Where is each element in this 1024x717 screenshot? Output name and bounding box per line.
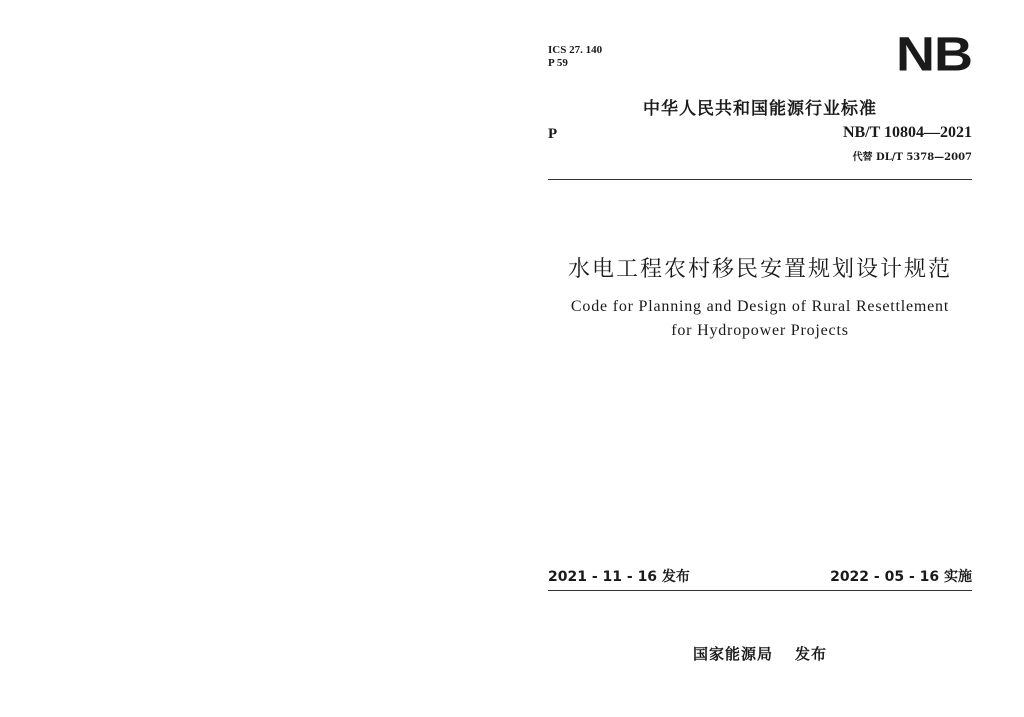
standard-number: NB/T 10804—2021 [842, 124, 972, 141]
publisher [548, 643, 972, 664]
issue-date: 2021 - 11 - 16 发布 [548, 569, 690, 585]
ics-classification [548, 44, 602, 70]
top-divider [548, 179, 972, 180]
title-english-line1: Code for Planning and Design of Rural Resettlement [570, 298, 950, 315]
implementation-date: 2022 - 05 - 16 实施 [830, 569, 972, 585]
title-chinese: 水电工程农村移民安置规划设计规范 [567, 257, 952, 282]
title-english-line2: for Hydropower Projects [671, 322, 849, 339]
standard-cover-page [548, 0, 972, 717]
nb-logo: NB [896, 27, 972, 82]
ccs-code: P 59 [548, 57, 568, 69]
publisher-action: 发布 [795, 645, 828, 663]
category-letter: P [548, 126, 558, 142]
publisher-name: 国家能源局 [692, 645, 773, 663]
standard-org-title: 中华人民共和国能源行业标准 [643, 99, 877, 119]
title-english [548, 295, 972, 343]
bottom-divider [548, 590, 972, 591]
ics-code: ICS 27. 140 [548, 44, 603, 56]
replaces-note: 代替 DL/T 5378—2007 [852, 152, 972, 163]
